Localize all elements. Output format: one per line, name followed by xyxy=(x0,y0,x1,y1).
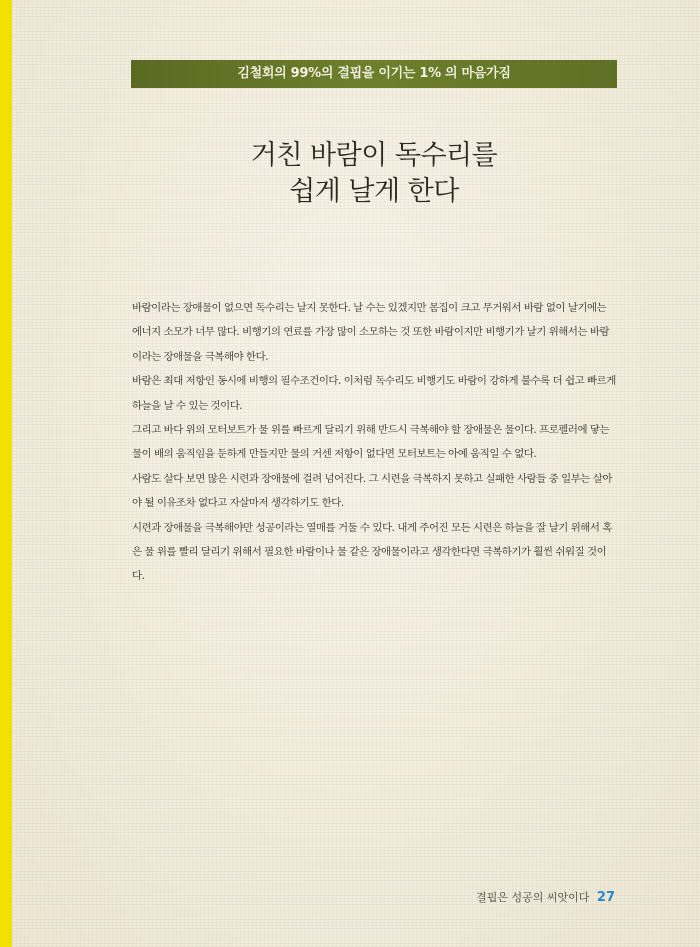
body-text xyxy=(132,296,618,589)
chapter-title xyxy=(131,138,617,210)
yellow-spine-strip xyxy=(0,0,12,947)
paragraph-2: 바람은 최대 저항인 동시에 비행의 필수조건이다. 이처럼 독수리도 비행기도 바람이 강하게 불수록 더 쉽고 빠르게 하늘을 날 수 있는 것이다. xyxy=(132,375,616,412)
running-title: 결핍은 성공의 씨앗이다 xyxy=(476,891,590,904)
page-number: 27 xyxy=(596,890,615,905)
chapter-title-line-1: 거친 바람이 독수리를 xyxy=(250,140,498,171)
book-series-banner: 김철회의 99%의 결핍을 이기는 1% 의 마음가짐 xyxy=(131,60,617,88)
paragraph-1: 바람이라는 장애물이 없으면 독수리는 날지 못한다. 날 수는 있겠지만 몸집이 크고 무거워서 바람 없이 날기에는 에너지 소모가 너무 많다. 비행기의 연료를 가장 많이 소모하는 것 또한 바람이지만 비행기가 날기 위해서는 바람이라는 장애물을 극복해야 한다. xyxy=(132,302,610,363)
page-footer xyxy=(476,888,615,908)
chapter-title-line-2: 쉽게 날게 한다 xyxy=(289,176,459,207)
paragraph-5: 시련과 장애물을 극복해야만 성공이라는 열매를 거둘 수 있다. 내게 주어진 모든 시련은 하늘을 잘 날기 위해서 혹은 물 위를 빨리 달리기 위해서 필요한 바람이나 물 같은 장애물이라고 생각한다면 극복하기가 훨씬 쉬워질 것이다. xyxy=(132,521,612,583)
paragraph-3: 그리고 바다 위의 모터보트가 물 위를 빠르게 달리기 위해 반드시 극복해야 할 장애물은 물이다. 프로펠러에 닿는 물이 배의 움직임을 둔하게 만들지만 물의 거센 저항이 없다면 모터보트는 아예 움직일 수 없다. xyxy=(132,424,610,461)
paragraph-4: 사람도 살다 보면 많은 시련과 장애물에 걸려 넘어진다. 그 시련을 극복하지 못하고 실패한 사람들 중 일부는 살아야 될 이유조차 없다고 자살마저 생각하기도 한다. xyxy=(132,472,612,510)
